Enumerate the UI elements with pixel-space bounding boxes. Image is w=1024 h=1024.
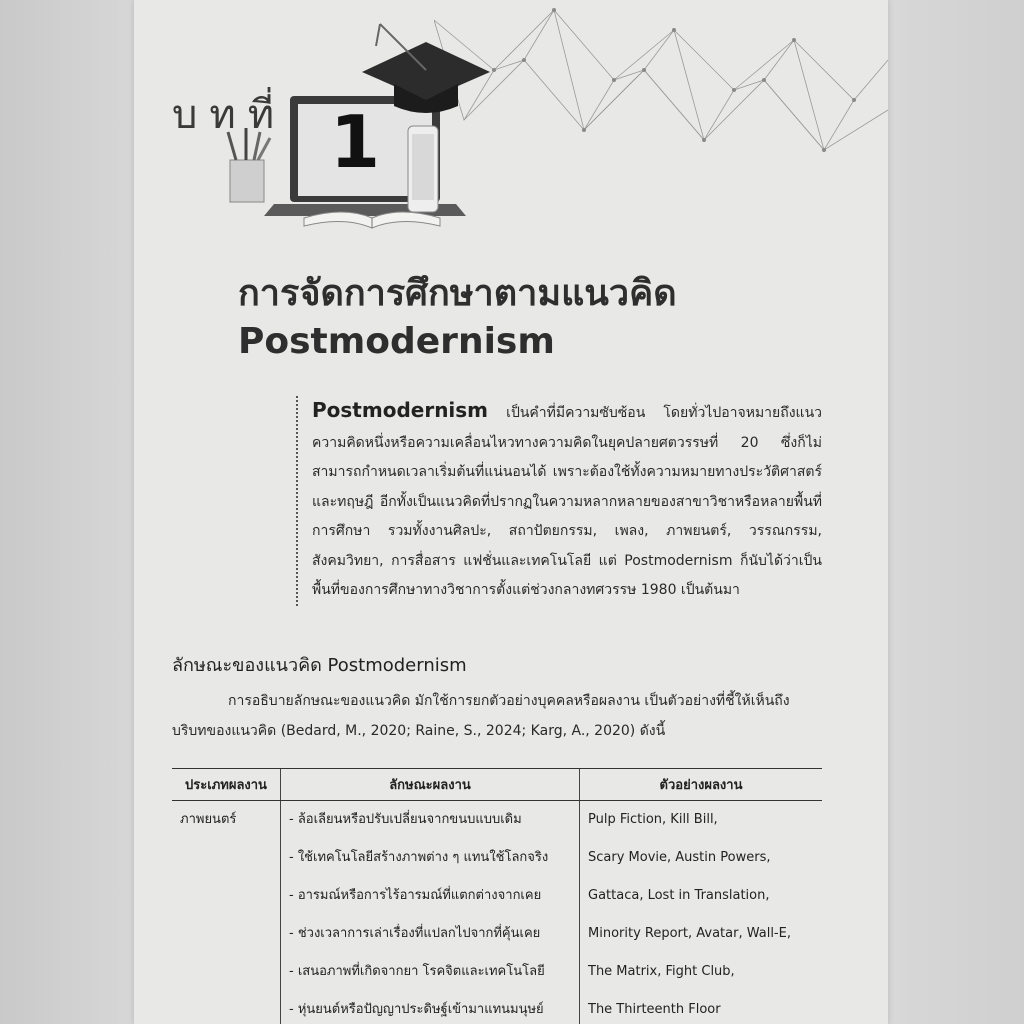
cell-example: The Thirteenth Floor: [580, 991, 823, 1024]
cell-feature: - อารมณ์หรือการไร้อารมณ์ที่แตกต่างจากเคย: [281, 877, 580, 915]
cell-feature: - ใช้เทคโนโลยีสร้างภาพต่าง ๆ แทนใช้โลกจริง: [281, 839, 580, 877]
chapter-title-line-2: Postmodernism: [238, 321, 555, 362]
cell-example: Minority Report, Avatar, Wall-E,: [580, 915, 823, 953]
table-row: [172, 877, 822, 915]
network-decoration: [434, 0, 888, 170]
cell-type: [172, 953, 281, 991]
chapter-title: [238, 270, 798, 366]
chapter-number: 1: [330, 100, 381, 184]
cell-example: The Matrix, Fight Club,: [580, 953, 823, 991]
header-work-example: ตัวอย่างผลงาน: [580, 769, 823, 801]
cell-type: [172, 991, 281, 1024]
works-table: [172, 768, 822, 1024]
cell-feature: - ช่วงเวลาการเล่าเรื่องที่แปลกไปจากที่คุ้นเคย: [281, 915, 580, 953]
chapter-title-line-1: การจัดการศึกษาตามแนวคิด: [238, 273, 677, 314]
table-row: [172, 801, 822, 840]
cell-type: [172, 839, 281, 877]
cell-type: ภาพยนตร์: [180, 812, 237, 827]
cell-example: Scary Movie, Austin Powers,: [580, 839, 823, 877]
cell-type: [172, 915, 281, 953]
intro-paragraph: [296, 396, 822, 606]
header-work-feature: ลักษณะผลงาน: [281, 769, 580, 801]
table-row: [172, 915, 822, 953]
cell-example: Pulp Fiction, Kill Bill,: [580, 801, 823, 840]
table-row: [172, 953, 822, 991]
section-heading: ลักษณะของแนวคิด Postmodernism: [172, 655, 467, 676]
intro-lead-term: Postmodernism: [312, 398, 489, 422]
header-work-type: ประเภทผลงาน: [172, 769, 281, 801]
chapter-label: บทที่: [172, 92, 287, 138]
intro-body: เป็นคำที่มีความซับซ้อน โดยทั่วไปอาจหมายถึงแนวความคิดหนึ่งหรือความเคลื่อนไหวทางความคิดในยุคปลายศตวรรษที่ 20 ซึ่งก็ไม่สามารถกำหนดเวลาเริ่มต้นที่แน่นอนได้ เพราะต้องใช้ทั้งความหมายทางประวัติศาสตร์และทฤษฎี อีกทั้งเป็นแนวคิดที่ปรากฏในความหลากหลายของสาขาวิชาหรือหลายพื้นที่การศึกษา รวมทั้งงานศิลปะ, สถาปัตยกรรม, เพลง, ภาพยนตร์, วรรณกรรม, สังคมวิทยา, การสื่อสาร แฟชั่นและเทคโนโลยี แต่ Postmodernism ก็นับได้ว่าเป็นพื้นที่ของการศึกษาทางวิชาการตั้งแต่ช่วงกลางทศวรรษ 1980 เป็นต้นมา: [312, 405, 823, 598]
phone-icon: [408, 126, 438, 212]
table-header-row: [172, 769, 822, 801]
book-page: [134, 0, 888, 1024]
table-row: [172, 839, 822, 877]
table-row: [172, 991, 822, 1024]
cell-type: [172, 877, 281, 915]
cell-feature: - หุ่นยนต์หรือปัญญาประดิษฐ์เข้ามาแทนมนุษย์: [281, 991, 580, 1024]
cell-feature: - ล้อเลียนหรือปรับเปลี่ยนจากขนบแบบเดิม: [281, 801, 580, 840]
photo-background-left: [0, 0, 134, 1024]
section-paragraph: การอธิบายลักษณะของแนวคิด มักใช้การยกตัวอย่างบุคคลหรือผลงาน เป็นตัวอย่างที่ชี้ให้เห็นถึงบริบทของแนวคิด (Bedard, M., 2020; Raine, S., 2024; Karg, A., 2020) ดังนี้: [172, 693, 790, 739]
photo-background-right: [888, 0, 1024, 1024]
cell-feature: - เสนอภาพที่เกิดจากยา โรคจิตและเทคโนโลยี: [281, 953, 580, 991]
cell-example: Gattaca, Lost in Translation,: [580, 877, 823, 915]
